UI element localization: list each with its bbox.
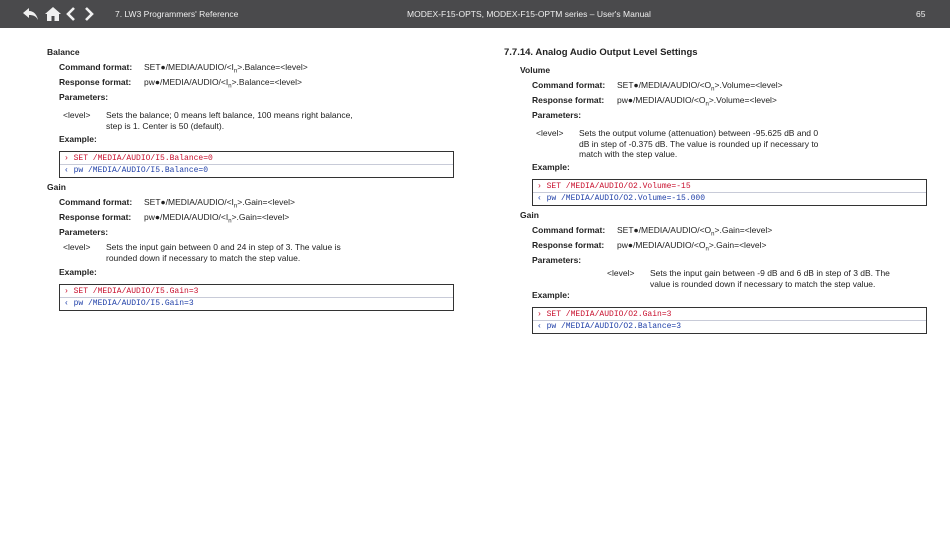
output-gain-example-label: Example:	[532, 290, 570, 300]
example-set-line: › SET /MEDIA/AUDIO/I5.Gain=3	[64, 287, 199, 296]
output-gain-resp-format: $pw●/MEDIA/AUDIO/<O_n>.Gain=<level>$	[617, 240, 767, 253]
example-response-line: ‹ pw /MEDIA/AUDIO/I5.Gain=3	[64, 299, 194, 308]
gain-resp-label: Response format:	[59, 212, 132, 222]
home-icon[interactable]	[44, 4, 62, 24]
balance-cmd-label: Command format:	[59, 62, 133, 72]
output-gain-param-name: <level>	[607, 268, 635, 278]
page-number: 65	[916, 9, 926, 19]
gain-cmd-format: $SET●/MEDIA/AUDIO/<I_n>.Gain=<level>$	[144, 197, 295, 210]
volume-example-label: Example:	[532, 162, 570, 172]
chapter-title[interactable]: 7. LW3 Programmers' Reference	[115, 9, 239, 19]
example-response-line: ‹ pw /MEDIA/AUDIO/O2.Volume=-15.000	[537, 194, 706, 203]
output-gain-cmd-format: $SET●/MEDIA/AUDIO/<O_n>.Gain=<level>$	[617, 225, 773, 238]
output-gain-params-label: Parameters:	[532, 255, 582, 265]
chevron-left-icon[interactable]	[65, 4, 77, 24]
balance-resp-label: Response format:	[59, 77, 132, 87]
output-gain-resp-label: Response format:	[532, 240, 605, 250]
top-bar	[0, 0, 950, 28]
gain-resp-format: $pw●/MEDIA/AUDIO/<I_n>.Gain=<level>$	[144, 212, 290, 225]
gain-heading: Gain	[47, 182, 66, 192]
gain-example-box	[59, 284, 454, 311]
volume-example-box	[532, 179, 927, 206]
section-heading: 7.7.14. Analog Audio Output Level Settings	[504, 47, 698, 58]
balance-cmd-format: $SET●/MEDIA/AUDIO/<I_n>.Balance=<level>$	[144, 62, 308, 75]
undo-icon[interactable]	[22, 4, 40, 24]
balance-param-name: <level>	[63, 110, 91, 120]
example-set-line: › SET /MEDIA/AUDIO/O2.Gain=3	[537, 310, 672, 319]
example-response-line: ‹ pw /MEDIA/AUDIO/I5.Balance=0	[64, 166, 209, 175]
chevron-right-icon[interactable]	[83, 4, 95, 24]
example-set-line: › SET /MEDIA/AUDIO/O2.Volume=-15	[537, 182, 691, 191]
output-gain-param-desc: Sets the input gain between -9 dB and 6 dB in step of 3 dB. The value is rounded down if necessary to match the step value.	[650, 268, 890, 289]
output-gain-example-box	[532, 307, 927, 334]
volume-resp-label: Response format:	[532, 95, 605, 105]
output-gain-cmd-label: Command format:	[532, 225, 606, 235]
gain-param-desc: Sets the input gain between 0 and 24 in step of 3. The value is rounded down if necessary to match the step value.	[106, 242, 341, 263]
balance-params-label: Parameters:	[59, 92, 109, 102]
balance-resp-format: $pw●/MEDIA/AUDIO/<I_n>.Balance=<level>$	[144, 77, 303, 90]
gain-example-label: Example:	[59, 267, 97, 277]
volume-param-desc: Sets the output volume (attenuation) between -95.625 dB and 0 dB in step of -0.375 dB. The value is rounded up if necessary to match with the step value.	[579, 128, 819, 159]
volume-heading: Volume	[520, 65, 551, 75]
volume-cmd-format: $SET●/MEDIA/AUDIO/<O_n>.Volume=<level>$	[617, 80, 783, 93]
output-gain-heading: Gain	[520, 210, 539, 220]
volume-params-label: Parameters:	[532, 110, 582, 120]
volume-resp-format: $pw●/MEDIA/AUDIO/<O_n>.Volume=<level>$	[617, 95, 777, 108]
example-response-line: ‹ pw /MEDIA/AUDIO/O2.Balance=3	[537, 322, 682, 331]
balance-param-desc: Sets the balance; 0 means left balance, 100 means right balance, step is 1. Center is 50 (default).	[106, 110, 353, 131]
gain-param-name: <level>	[63, 242, 91, 252]
volume-param-name: <level>	[536, 128, 564, 138]
balance-heading: Balance	[47, 47, 80, 57]
gain-params-label: Parameters:	[59, 227, 109, 237]
balance-example-label: Example:	[59, 134, 97, 144]
manual-title: MODEX-F15-OPTS, MODEX-F15-OPTM series – User's Manual	[407, 9, 651, 19]
example-set-line: › SET /MEDIA/AUDIO/I5.Balance=0	[64, 154, 213, 163]
balance-example-box	[59, 151, 454, 178]
volume-cmd-label: Command format:	[532, 80, 606, 90]
gain-cmd-label: Command format:	[59, 197, 133, 207]
